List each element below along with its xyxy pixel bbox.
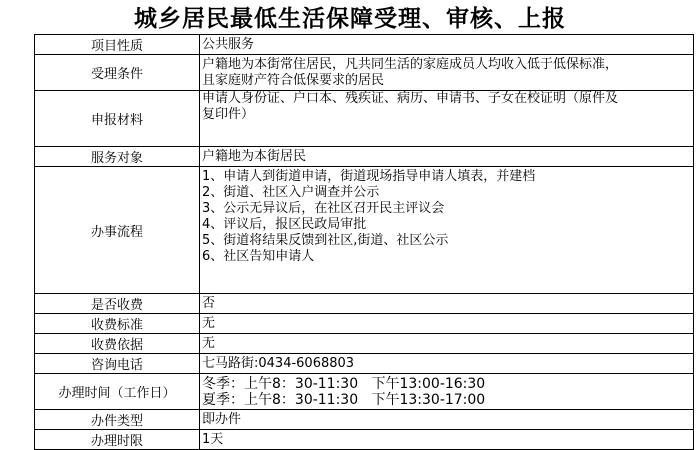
row-value-fee-standard	[200, 314, 694, 334]
process-step: 4、评议后，报区民政局审批	[202, 217, 367, 232]
table-row	[35, 147, 694, 167]
process-step: 5、街道将结果反馈到社区,街道、社区公示	[202, 233, 449, 248]
table-row	[35, 430, 694, 450]
process-step: 3、公示无异议后，在社区召开民主评议会	[202, 201, 445, 216]
table-row	[35, 294, 694, 314]
row-value-type	[200, 410, 694, 430]
value-line: 申请人身份证、户口本、残疾证、病历、申请书、子女在校证明（原件及	[202, 91, 619, 106]
value-line: 无	[202, 315, 216, 331]
row-value-fee-basis	[200, 334, 694, 354]
value-line: 户籍地为本街居民	[202, 148, 307, 164]
value-line: 即办件	[202, 411, 242, 427]
row-label-fee-basis: 收费依据	[35, 334, 200, 354]
service-info-table	[34, 34, 694, 450]
table-row	[35, 354, 694, 374]
process-step: 2、街道、社区入户调查并公示	[202, 185, 380, 200]
page-title: 城乡居民最低生活保障受理、审核、上报	[134, 5, 566, 32]
value-line: 复印件）	[202, 107, 255, 122]
row-label-audience: 服务对象	[35, 147, 200, 167]
hours-winter: 冬季：上午8：30-11:30 下午13:00-16:30	[202, 375, 486, 392]
value-line: 七马路街:0434-6068803	[202, 355, 355, 371]
row-value-conditions	[200, 55, 694, 91]
process-step: 6、社区告知申请人	[202, 249, 315, 264]
row-label-time-limit: 办理时限	[35, 430, 200, 450]
value-line: 无	[202, 335, 216, 351]
value-line: 公共服务	[202, 36, 255, 52]
value-line: 且家庭财产符合低保要求的居民	[202, 72, 385, 88]
table-row	[35, 410, 694, 430]
value-line: 否	[202, 295, 216, 311]
value-line: 户籍地为本街常住居民，凡共同生活的家庭成员人均收入低于低保标准，	[202, 56, 619, 72]
row-value-phone	[200, 354, 694, 374]
row-value-process	[200, 167, 694, 294]
table-row	[35, 35, 694, 55]
process-step: 1、申请人到街道申请，街道现场指导申请人填表，并建档	[202, 169, 536, 184]
row-value-hours	[200, 374, 694, 410]
table-row	[35, 374, 694, 410]
row-label-process: 办事流程	[35, 167, 200, 294]
row-label-type: 办件类型	[35, 410, 200, 430]
hours-summer: 夏季：上午8：30-11:30 下午13:30-17:00	[202, 391, 486, 408]
row-value-time-limit	[200, 430, 694, 450]
table-row	[35, 334, 694, 354]
row-label-phone: 咨询电话	[35, 354, 200, 374]
row-value-charged	[200, 294, 694, 314]
row-value-materials	[200, 91, 694, 147]
row-label-fee-standard: 收费标准	[35, 314, 200, 334]
row-value-nature	[200, 35, 694, 55]
row-label-charged: 是否收费	[35, 294, 200, 314]
row-label-materials: 申报材料	[35, 91, 200, 147]
table-row	[35, 167, 694, 294]
row-label-hours: 办理时间（工作日）	[35, 374, 200, 410]
row-value-audience	[200, 147, 694, 167]
value-line: 1天	[202, 431, 224, 447]
table-row	[35, 91, 694, 147]
table-row	[35, 55, 694, 91]
row-label-conditions: 受理条件	[35, 55, 200, 91]
row-label-nature: 项目性质	[35, 35, 200, 55]
table-row	[35, 314, 694, 334]
